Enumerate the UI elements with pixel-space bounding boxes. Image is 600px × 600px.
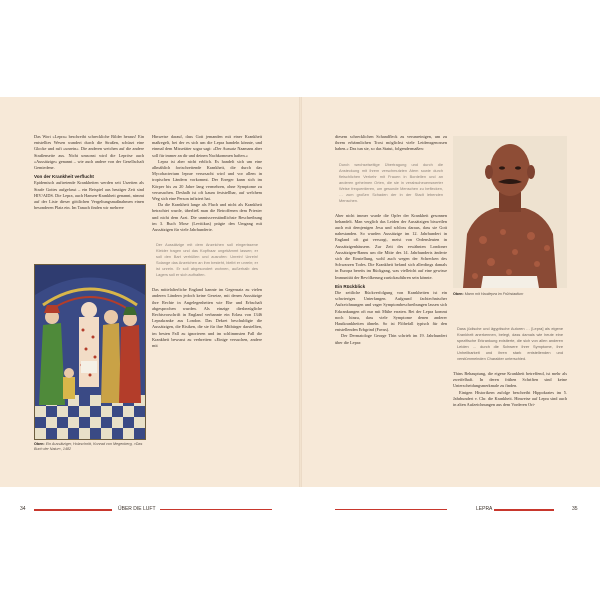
body-paragraph: Thins Behauptung, die eigene Krankheit betreffend, ist mehr als zweifelhaft. In deren frühen Schriften sind keine Unterscheidungsmerkmale zu finden. xyxy=(453,371,567,389)
statute-quote: Durch wechselseitige Übertragung und durch die Ansteckung mit ihrem verschmutzten Atem sowie durch fleischlichen Verkehr mit Frauen in Bordellen und an anderen geheimen Orten, die sie in verabscheuenswerter Weise frequentieren, um gesunde Menschen zu beflecken, … zum großen Schaden der in der Stadt lebenden Menschen. xyxy=(339,161,443,203)
book-gutter xyxy=(299,97,302,487)
left-footer-title: ÜBER DIE LUFT xyxy=(118,506,156,512)
right-column-2 xyxy=(453,322,567,408)
caption-text: Mann mit Hautlepra im Frühstadium xyxy=(464,292,524,296)
section-heading-cursed: Von der Krankheit verflucht xyxy=(34,174,94,180)
caption-label: Oben: xyxy=(453,292,464,296)
body-paragraph: Lepra ist aber nicht erblich. Es handelt sich um eine allmählich fortschreitende Krankheit, die durch das Mycobacterium leprae verursacht wird und vor allem in tropischen Ländern vorkommt. Der Erreger kann sich im Körper bis zu 20 Jahre lang vermehren, ohne Symptome zu verursachen. Deshalb ist oft kaum feststellbar, auf welchem Weg sich eine Person infiziert hat. xyxy=(152,158,262,202)
bible-quote: Der Aussätzige mit dem Anzeichen soll eingerissene Kleider tragen und das Kopfhaar ungekämmt lassen; er soll den Bart verhüllen und ausrufen: Unrein! Unrein! Solange das Anzeichen an ihm besteht, bleibt er unrein; er ist unrein. Er soll abgesondert wohnen, außerhalb des Lagers soll er sich aufhalten. xyxy=(156,242,258,278)
right-page-number: 35 xyxy=(572,506,578,512)
body-paragraph: Hinweise darauf, dass Gott jemanden mit einer Krankheit maßregelt, bei der es sich um die Lepra handeln könnte, und einmal dem Missetäter sogar sagt: »Der Aussatz Naamans aber soll für immer an dir und deinen Nachkommen haften.« xyxy=(152,134,262,158)
portrait-caption xyxy=(453,292,567,297)
right-column-1 xyxy=(335,134,447,346)
left-footer-rule xyxy=(160,509,272,510)
left-footer-bar xyxy=(34,509,112,511)
caption-label: Oben: xyxy=(34,442,45,446)
right-footer-bar xyxy=(494,509,554,511)
right-footer-rule xyxy=(335,509,447,510)
body-paragraph: Die zeitliche Rückverfolgung von Krankheiten ist ein schwieriges Unterfangen. Aufgrund fachtechnischer Aufzeichnungen und vager Symptombeschreibungen lassen sich Erkrankungen oft nur mit Mühe erraten. Bei der Lepra kommt noch hinzu, dass viele Symptome denen anderer Hautkrankheiten ähneln. So ist Flöhefall typisch für den entstellenden Erbgrind (Favus). xyxy=(335,290,447,333)
right-footer-title: LEPRA xyxy=(476,506,493,512)
body-paragraph: Da die Krankheit lange als Fluch und nicht als Krankheit betrachtet wurde, überließ man die Betroffenen dem Priester und nicht dem Arzt. Die unmissverständlichste Beschreibung im 3. Buch Mose (Levitikus) prägte den Umgang mit Aussätzigen für viele Jahrhunderte. xyxy=(152,202,262,233)
woodcut-caption xyxy=(34,442,144,452)
portrait-drawing xyxy=(453,136,567,288)
leprosy-patient-portrait xyxy=(453,136,567,288)
left-column-1 xyxy=(34,134,144,211)
body-paragraph: diesem schrecklichen Schandfleck zu verunreinigen, um zu ihrem erbärmlichen Trost möglichst viele Leidensgenossen haben.« Das tun sie, so das Statut, folgendermaßen: xyxy=(335,134,447,152)
caption-text: Ein Aussätziger, Holzschnitt, Konrad von Megenberg, »Das Buch der Natur«, 1482 xyxy=(34,442,143,451)
body-paragraph: Das mittelalterliche England kannte im Gegensatz zu vielen anderen Ländern jedoch keine Gesetze, mit denen Aussätzige ihre Rechte in Angelegenheiten wie Ehe und Erbschaft abgesprochen wurden. Als einzige diesbezügliche Rechtsvorschrift in England verbannte ein Erlass von 1346 Leprakranke aus London. Das Dekret beschuldigte die Aussätzigen, die Risiken, die sie für ihre Mitbürger darstellten, im besten Fall zu ignorieren und im schlimmsten Fall die Krankheit bewusst zu verbreiten: »Einige versuchen, andere mit xyxy=(152,287,262,349)
body-paragraph: Der Dermatologe George Thin schrieb im 19. Jahrhundert über die Lepra: xyxy=(335,333,447,345)
body-paragraph: Epidemisch auftretende Krankheiten werden seit Urzeiten als Strafe Gottes aufgefasst – ein Beispiel aus heutiger Zeit sind HIV/AIDS. Die Lepra, auch Hansen-Krankheit genannt, nimmt auf der Liste dieser göttlichen Vergeltungsmaßnahmen einen besonderen Platz ein. Im Tanach finden wir mehrere xyxy=(34,180,144,211)
left-column-2 xyxy=(152,134,262,349)
intro-paragraph: Das Wort »Lepra« beschreibt schreckliche Bilder heraus! Ein entstelltes Wesen wandert durch die Straßen, schürzt eine Glocke und ruft »unrein«. Die anderen weichen auf die andere Straßenseite aus. Nicht umsonst wird die Lepröse auch »Aussätzige« genannt – wie auch andere von der Gesellschaft Gemiedene. xyxy=(34,134,144,171)
section-heading-retrospective: Ein Rückblick xyxy=(335,283,366,289)
leper-woodcut-illustration xyxy=(34,264,146,440)
woodcut-drawing xyxy=(35,265,145,439)
body-paragraph: Einigen Historikern zufolge beschreibt Hippokrates im 5. Jahrhundert v. Chr. die Krankheit. Hinweise auf Lepra sind auch in alten Aufzeichnungen aus dem Vorderen Ori- xyxy=(453,389,567,408)
thin-quote: Dass jüdische und ägyptische Autoren … [Lepra] als eigene Krankheit anerkennen, belegt, dass damals wie heute eine spezifische Erkrankung existierte, die sich von allen anderen Leiden … durch die Schwere ihrer Symptome, ihre Unheilbarkeit und ihren stark entstellenden und verstümmelnden Charakter unterschied. xyxy=(457,326,563,361)
body-paragraph: Aber nicht immer wurde die Opfer der Krankheit gesonnen behandelt. Man verglich das Leiden der Aussätzigen bisweilen auch mit demjenigen Jesu und schloss daraus, dass sie Gott nahestanden. So wurden Aussätzige im 12. Jahrhundert in England oft gut versorgt, meist von Ordensleuten in Aussätzigenhäusern. Zur Zeit des erwähnten Londoner Aussätzigen-Banns um die Mitte des 14. Jahrhunderts änderte sich die Einstellung, wohl auch wegen der Schrecken des Schwarzen Todes. Die Krankheit befand sich allerdings damals in Europa bereits im Rückgang, was vielleicht auf eine gewisse Immunität der Bevölkerung zurückzuführen sein könnte. xyxy=(335,212,447,280)
left-page-number: 34 xyxy=(20,506,26,512)
